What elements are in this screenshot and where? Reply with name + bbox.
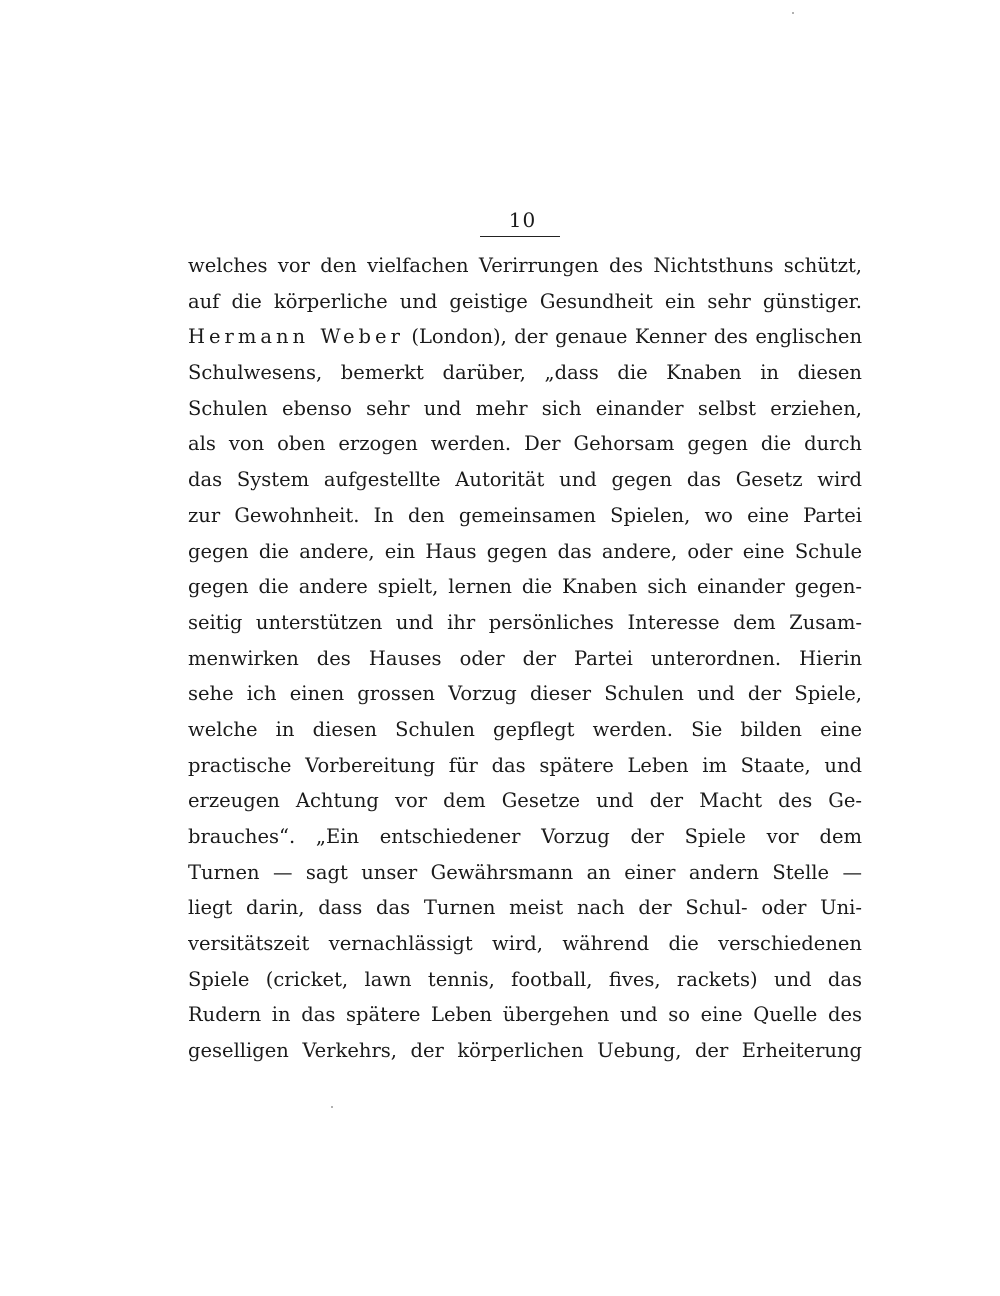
text-line-6: als von oben erzogen werden. Der Gehorsam gegen die durch: [188, 432, 862, 456]
scan-speck: [331, 1106, 333, 1108]
page-number: 10: [508, 208, 537, 232]
text-line-18: Turnen — sagt unser Gewährsmann an einer andern Stelle —: [188, 860, 862, 884]
text-line-15: practische Vorbereitung für das spätere Leben im Staate, und: [188, 753, 862, 777]
text-line-7: das System aufgestellte Autorität und gegen das Gesetz wird: [188, 468, 862, 492]
text-line-9: gegen die andere, ein Haus gegen das andere, oder eine Schule: [188, 539, 862, 563]
text-line-3-rest: (London), der genaue Kenner des englischen: [411, 325, 862, 349]
text-line-14: welche in diesen Schulen gepflegt werden. Sie bilden eine: [188, 717, 862, 741]
person-name: Hermann Weber: [188, 325, 404, 349]
text-line-13: sehe ich einen grossen Vorzug dieser Schulen und der Spiele,: [188, 682, 862, 706]
text-line-4: Schulwesens, bemerkt darüber, „dass die Knaben in diesen: [188, 361, 862, 385]
page-number-rule: [480, 236, 560, 237]
text-line-8: zur Gewohnheit. In den gemeinsamen Spielen, wo eine Partei: [188, 503, 862, 527]
text-line-3: [188, 319, 862, 355]
text-line-21: Spiele (cricket, lawn tennis, football, fives, rackets) und das: [188, 967, 862, 991]
text-line-11: seitig unterstützen und ihr persönliches Interesse dem Zusam-: [188, 610, 862, 634]
text-line-5: Schulen ebenso sehr und mehr sich einander selbst erziehen,: [188, 396, 862, 420]
text-line-19: liegt darin, dass das Turnen meist nach der Schul- oder Uni-: [188, 896, 862, 920]
text-line-22: Rudern in das spätere Leben übergehen und so eine Quelle des: [188, 1003, 862, 1027]
text-line-12: menwirken des Hauses oder der Partei unterordnen. Hierin: [188, 646, 862, 670]
text-line-10: gegen die andere spielt, lernen die Knaben sich einander gegen-: [188, 575, 862, 599]
text-line-17: brauches“. „Ein entschiedener Vorzug der Spiele vor dem: [188, 825, 862, 848]
text-line-1: welches vor den vielfachen Verirrungen des Nichtsthuns schützt,: [188, 254, 862, 277]
body-text: [188, 248, 862, 1069]
text-line-2: auf die körperliche und geistige Gesundheit ein sehr günstiger.: [188, 289, 862, 313]
text-line-23: geselligen Verkehrs, der körperlichen Uebung, der Erheiterung: [188, 1039, 862, 1063]
scan-speck: [792, 12, 794, 14]
text-line-20: versitätszeit vernachlässigt wird, während die verschiedenen: [188, 932, 862, 956]
text-line-16: erzeugen Achtung vor dem Gesetze und der Macht des Ge-: [188, 789, 862, 813]
